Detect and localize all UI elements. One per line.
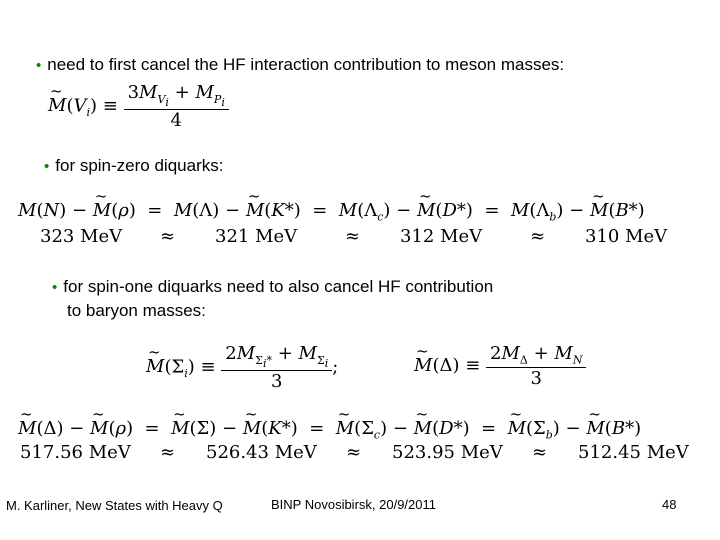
meson-mass-formula: ~ $M(V_i)$ ≡ $\frac{3M_{V_i} + M_{P_i}}{4}$ xyxy=(48,82,229,131)
value-cell: 321 MeV xyxy=(215,226,298,247)
value-cell: 523.95 MeV xyxy=(392,442,503,463)
bullet-text: for spin-one diquarks need to also cancel HF contribution xyxy=(63,277,494,296)
bullet-spin-one xyxy=(52,277,493,297)
bullet-meson-hf xyxy=(36,55,564,75)
bullet-spin-zero xyxy=(44,156,223,176)
bullet-text: to baryon masses: xyxy=(67,301,206,320)
slide-number: 48 xyxy=(662,497,677,512)
spin-one-values xyxy=(20,442,698,463)
approx-sign: ≈ xyxy=(345,226,361,247)
approx-sign: ≈ xyxy=(346,442,362,463)
bullet-dot: • xyxy=(44,158,50,175)
bullet-text: need to first cancel the HF interaction contribution to meson masses: xyxy=(47,55,565,74)
approx-sign: ≈ xyxy=(160,442,176,463)
approx-sign: ≈ xyxy=(532,442,548,463)
value-cell: 517.56 MeV xyxy=(20,442,131,463)
sigma-mass-formula: ~ $M(\Sigma_i)$ ≡ $\frac{2M_{\Sigma_i*} + M_{\Sigma_i}}{3}$ ; xyxy=(146,343,338,392)
bullet-text: for spin-zero diquarks: xyxy=(55,156,224,175)
spin-zero-equation: M(N) − ~ M(ρ) = M(Λ) − ~ $M(K*) = M(\Lambda_c)$ − ~ $M(D*) = M(\Lambda_b)$ − ~ M(B*) xyxy=(18,200,645,224)
value-cell: 512.45 MeV xyxy=(578,442,689,463)
value-cell: 312 MeV xyxy=(400,226,483,247)
bullet-dot: • xyxy=(52,279,58,296)
bullet-spin-one-continued xyxy=(67,301,206,321)
footer-author: M. Karliner, New States with Heavy Q xyxy=(6,498,223,513)
value-cell: 310 MeV xyxy=(585,226,668,247)
approx-sign: ≈ xyxy=(160,226,176,247)
bullet-dot: • xyxy=(36,57,42,74)
value-cell: 526.43 MeV xyxy=(206,442,317,463)
spin-one-equation: ~ M(Δ) − ~ M(ρ) = ~ M(Σ) − ~ M(K*) = ~ $M(\Sigma_c)$ − ~ M(D*) = ~ $M(\Sigma_b)$ − ~ M(B*) xyxy=(18,418,641,442)
value-cell: 323 MeV xyxy=(40,226,123,247)
approx-sign: ≈ xyxy=(530,226,546,247)
footer-venue: BINP Novosibirsk, 20/9/2011 xyxy=(271,497,436,512)
delta-mass-formula: ~ M(Δ) ≡ $\frac{2M_\Delta + M_N}{3}$ xyxy=(414,343,586,389)
spin-zero-values xyxy=(40,226,695,247)
